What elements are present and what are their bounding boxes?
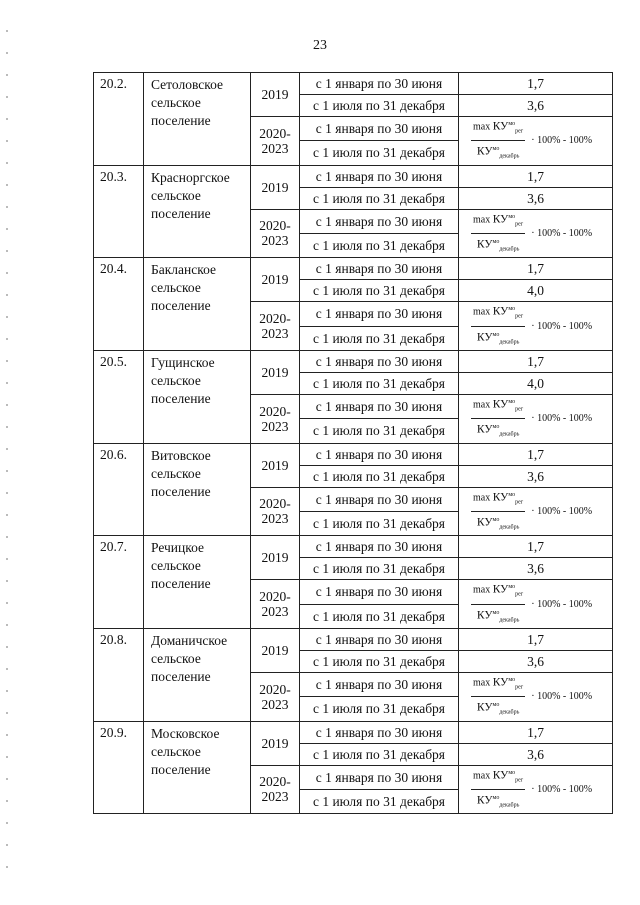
scan-dot [6, 690, 8, 692]
scan-dot [6, 294, 8, 296]
formula-fraction: $\frac{\max КУ^{мо}_{рег}}{КУ^{мо}_{декабрь}}$ [471, 580, 525, 628]
scan-dot [6, 470, 8, 472]
period-first-half: с 1 января по 30 июня [300, 350, 459, 372]
scan-dot [6, 778, 8, 780]
period-second-half: с 1 июля по 31 декабря [300, 511, 459, 535]
year-2019: 2019 [251, 628, 300, 672]
scan-dot [6, 712, 8, 714]
period-first-half: с 1 января по 30 июня [300, 487, 459, 511]
period-second-half: с 1 июля по 31 декабря [300, 743, 459, 765]
row-number: 20.4. [94, 258, 144, 351]
page-number: 23 [313, 38, 327, 53]
scan-dot [6, 118, 8, 120]
scan-dot [6, 602, 8, 604]
formula-tail: · 100% - 100% [531, 691, 593, 703]
scan-dot [6, 140, 8, 142]
period-first-half: с 1 января по 30 июня [300, 443, 459, 465]
scan-dot [6, 668, 8, 670]
period-first-half: с 1 января по 30 июня [300, 258, 459, 280]
index-formula [459, 302, 613, 351]
settlement-name: Витовское сельское поселение [144, 443, 251, 536]
row-number: 20.6. [94, 443, 144, 536]
index-value: 1,7 [459, 628, 613, 650]
period-second-half: с 1 июля по 31 декабря [300, 95, 459, 117]
formula-fraction: $\frac{\max КУ^{мо}_{рег}}{КУ^{мо}_{декабрь}}$ [471, 488, 525, 536]
period-first-half: с 1 января по 30 июня [300, 117, 459, 141]
settlement-name: Сетоловское сельское поселение [144, 73, 251, 166]
index-value: 3,6 [459, 743, 613, 765]
period-first-half: с 1 января по 30 июня [300, 721, 459, 743]
scan-dot [6, 558, 8, 560]
scan-dot [6, 756, 8, 758]
scan-dot [6, 316, 8, 318]
index-value: 3,6 [459, 558, 613, 580]
table-row [94, 628, 613, 650]
row-number: 20.9. [94, 721, 144, 814]
year-2019: 2019 [251, 165, 300, 209]
row-number: 20.5. [94, 350, 144, 443]
formula-tail: · 100% - 100% [531, 783, 593, 795]
year-2019: 2019 [251, 721, 300, 765]
tariff-table [93, 72, 613, 814]
year-2020-2023: 2020-2023 [251, 117, 300, 166]
year-2020-2023: 2020-2023 [251, 580, 300, 629]
table-row [94, 721, 613, 743]
scan-dot [6, 272, 8, 274]
scan-dot [6, 536, 8, 538]
scan-dot [6, 404, 8, 406]
period-second-half: с 1 июля по 31 декабря [300, 419, 459, 443]
year-2020-2023: 2020-2023 [251, 672, 300, 721]
table-row [94, 536, 613, 558]
index-value: 1,7 [459, 721, 613, 743]
scan-dot [6, 338, 8, 340]
settlement-name: Доманичское сельское поселение [144, 628, 251, 721]
settlement-name: Гущинское сельское поселение [144, 350, 251, 443]
formula-tail: · 100% - 100% [531, 135, 593, 147]
year-2020-2023: 2020-2023 [251, 302, 300, 351]
scan-dot [6, 646, 8, 648]
year-2019: 2019 [251, 536, 300, 580]
table-row [94, 165, 613, 187]
scan-dot [6, 624, 8, 626]
formula-tail: · 100% - 100% [531, 413, 593, 425]
year-2019: 2019 [251, 443, 300, 487]
formula-fraction: $\frac{\max КУ^{мо}_{рег}}{КУ^{мо}_{декабрь}}$ [471, 302, 525, 350]
index-formula [459, 765, 613, 814]
scan-dot [6, 206, 8, 208]
scan-dot [6, 426, 8, 428]
index-formula [459, 487, 613, 536]
scan-dot [6, 448, 8, 450]
period-first-half: с 1 января по 30 июня [300, 580, 459, 604]
period-second-half: с 1 июля по 31 декабря [300, 372, 459, 394]
scan-dot [6, 822, 8, 824]
index-value: 3,6 [459, 650, 613, 672]
index-formula [459, 117, 613, 166]
scan-dot [6, 844, 8, 846]
index-value: 1,7 [459, 350, 613, 372]
index-value: 3,6 [459, 187, 613, 209]
year-2019: 2019 [251, 350, 300, 394]
index-value: 1,7 [459, 536, 613, 558]
index-formula [459, 672, 613, 721]
formula-tail: · 100% - 100% [531, 505, 593, 517]
year-2019: 2019 [251, 258, 300, 302]
scan-dot [6, 162, 8, 164]
year-2019: 2019 [251, 73, 300, 117]
period-first-half: с 1 января по 30 июня [300, 302, 459, 326]
index-value: 4,0 [459, 372, 613, 394]
table-row [94, 350, 613, 372]
period-first-half: с 1 января по 30 июня [300, 628, 459, 650]
index-value: 1,7 [459, 443, 613, 465]
scan-dot [6, 800, 8, 802]
period-second-half: с 1 июля по 31 декабря [300, 141, 459, 165]
formula-fraction: $\frac{\max КУ^{мо}_{рег}}{КУ^{мо}_{декабрь}}$ [471, 673, 525, 721]
index-value: 3,6 [459, 465, 613, 487]
index-formula [459, 580, 613, 629]
year-2020-2023: 2020-2023 [251, 394, 300, 443]
formula-fraction: $\frac{\max КУ^{мо}_{рег}}{КУ^{мо}_{декабрь}}$ [471, 766, 525, 814]
scan-dot [6, 30, 8, 32]
period-second-half: с 1 июля по 31 декабря [300, 558, 459, 580]
period-first-half: с 1 января по 30 июня [300, 394, 459, 418]
period-first-half: с 1 января по 30 июня [300, 672, 459, 696]
scan-dot [6, 382, 8, 384]
scan-dot [6, 492, 8, 494]
settlement-name: Бакланское сельское поселение [144, 258, 251, 351]
period-first-half: с 1 января по 30 июня [300, 209, 459, 233]
formula-fraction: $\frac{\max КУ^{мо}_{рег}}{КУ^{мо}_{декабрь}}$ [471, 395, 525, 443]
period-second-half: с 1 июля по 31 декабря [300, 233, 459, 257]
index-value: 1,7 [459, 165, 613, 187]
period-second-half: с 1 июля по 31 декабря [300, 326, 459, 350]
formula-fraction: $\frac{\max КУ^{мо}_{рег}}{КУ^{мо}_{декабрь}}$ [471, 117, 525, 165]
index-formula [459, 394, 613, 443]
index-value: 1,7 [459, 73, 613, 95]
scan-dot [6, 96, 8, 98]
scan-dot [6, 250, 8, 252]
period-first-half: с 1 января по 30 июня [300, 765, 459, 789]
row-number: 20.7. [94, 536, 144, 629]
row-number: 20.2. [94, 73, 144, 166]
period-second-half: с 1 июля по 31 декабря [300, 650, 459, 672]
settlement-name: Красноргское сельское поселение [144, 165, 251, 258]
period-first-half: с 1 января по 30 июня [300, 73, 459, 95]
period-second-half: с 1 июля по 31 декабря [300, 280, 459, 302]
scan-dot [6, 360, 8, 362]
table-row [94, 258, 613, 280]
year-2020-2023: 2020-2023 [251, 765, 300, 814]
scan-dot [6, 580, 8, 582]
index-formula [459, 209, 613, 258]
row-number: 20.3. [94, 165, 144, 258]
formula-tail: · 100% - 100% [531, 320, 593, 332]
formula-tail: · 100% - 100% [531, 598, 593, 610]
scan-dot [6, 866, 8, 868]
period-second-half: с 1 июля по 31 декабря [300, 604, 459, 628]
settlement-name: Речицкое сельское поселение [144, 536, 251, 629]
index-value: 1,7 [459, 258, 613, 280]
table-row [94, 73, 613, 95]
scan-dot [6, 74, 8, 76]
scan-dot [6, 228, 8, 230]
index-value: 3,6 [459, 95, 613, 117]
scan-dot [6, 514, 8, 516]
period-second-half: с 1 июля по 31 декабря [300, 465, 459, 487]
period-second-half: с 1 июля по 31 декабря [300, 789, 459, 813]
period-first-half: с 1 января по 30 июня [300, 165, 459, 187]
scan-dot [6, 184, 8, 186]
scan-dot [6, 734, 8, 736]
settlement-name: Московское сельское поселение [144, 721, 251, 814]
index-value: 4,0 [459, 280, 613, 302]
formula-tail: · 100% - 100% [531, 227, 593, 239]
formula-fraction: $\frac{\max КУ^{мо}_{рег}}{КУ^{мо}_{декабрь}}$ [471, 210, 525, 258]
year-2020-2023: 2020-2023 [251, 209, 300, 258]
row-number: 20.8. [94, 628, 144, 721]
table-row [94, 443, 613, 465]
period-first-half: с 1 января по 30 июня [300, 536, 459, 558]
period-second-half: с 1 июля по 31 декабря [300, 187, 459, 209]
scan-edge-marks [6, 0, 10, 905]
period-second-half: с 1 июля по 31 декабря [300, 697, 459, 721]
year-2020-2023: 2020-2023 [251, 487, 300, 536]
